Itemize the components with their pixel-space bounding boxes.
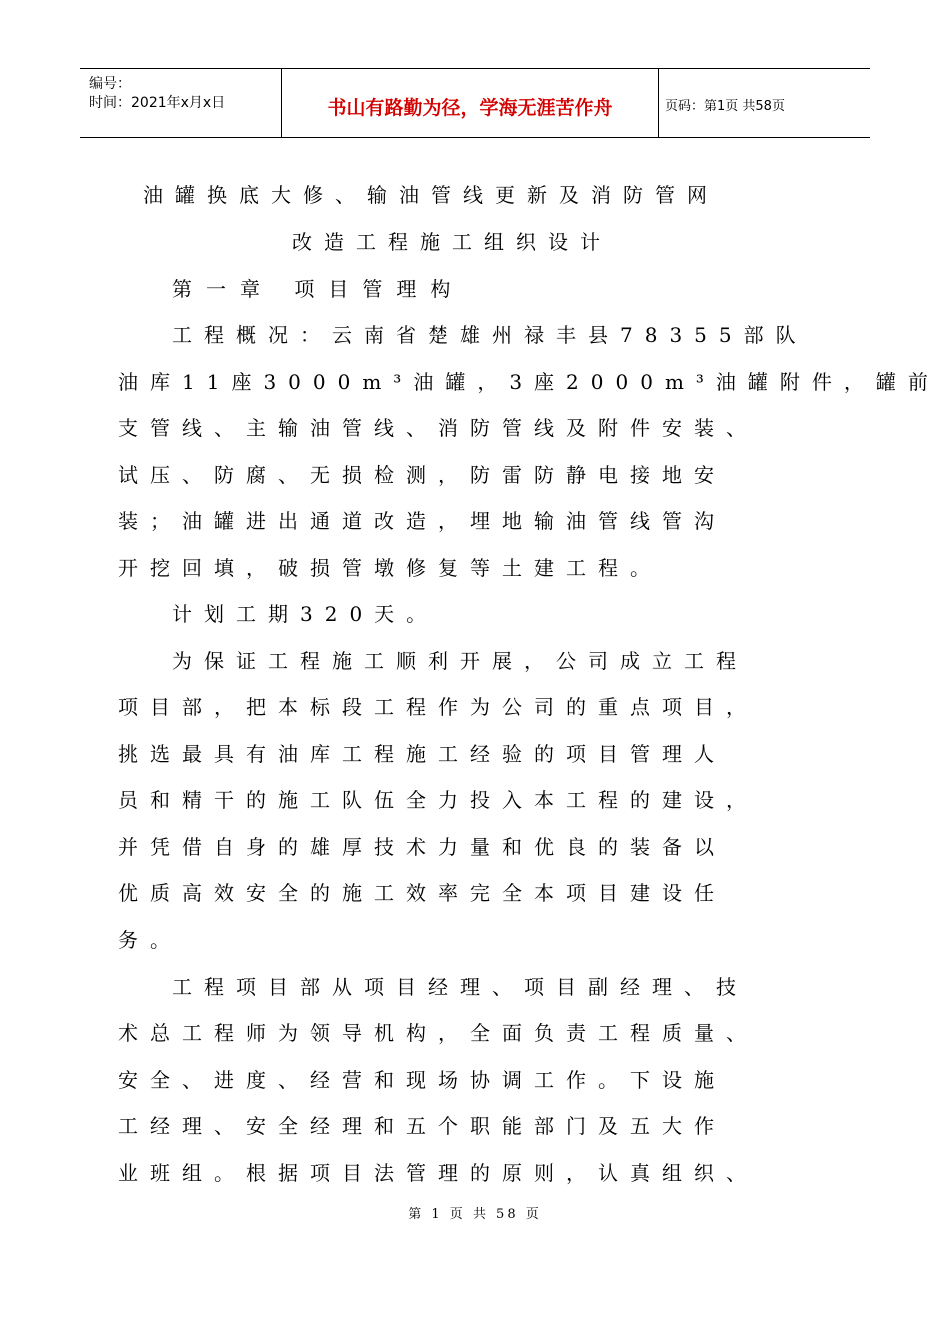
body-line: 员和精干的施工队伍全力投入本工程的建设，: [118, 788, 758, 812]
body-line: 装；油罐进出通道改造，埋地输油管线管沟: [118, 509, 726, 533]
document-header: [80, 68, 870, 138]
body-line: 业班组。根据项目法管理的原则，认真组织、: [118, 1161, 758, 1185]
body-line: 工程概况：云南省楚雄州禄丰县78355部队: [172, 323, 808, 347]
date-label: 时间：2021年x月x日: [89, 95, 226, 111]
body-line: 务。: [118, 928, 182, 952]
page-footer: 第 1 页 共 58 页: [408, 1207, 542, 1222]
body-line: 挑选最具有油库工程施工经验的项目管理人: [118, 742, 726, 766]
motto-text: 书山有路勤为径，学海无涯苦作舟: [327, 97, 613, 119]
header-motto-cell: [282, 69, 659, 137]
body-line: 优质高效安全的施工效率完全本项目建设任: [118, 881, 726, 905]
body-line: 为保证工程施工顺利开展，公司成立工程: [172, 649, 748, 673]
body-line: 开挖回填，破损管墩修复等土建工程。: [118, 556, 662, 580]
header-page-cell: [659, 69, 870, 137]
document-title-line-2: 改造工程施工组织设计: [292, 230, 612, 254]
body-line: 计划工期320天。: [172, 602, 439, 626]
body-line: 油库11座3000m³油罐，3座2000m³油罐附件，罐前: [118, 370, 940, 394]
body-line: 支管线、主输油管线、消防管线及附件安装、: [118, 416, 758, 440]
body-line: 试压、防腐、无损检测，防雷防静电接地安: [118, 463, 726, 487]
body-line: 项目部，把本标段工程作为公司的重点项目，: [118, 695, 758, 719]
chapter-heading: 第一章 项目管理构: [172, 277, 465, 301]
body-line: 安全、进度、经营和现场协调工作。下设施: [118, 1068, 726, 1092]
number-label: 编号：: [89, 76, 131, 92]
body-line: 并凭借自身的雄厚技术力量和优良的装备以: [118, 835, 726, 859]
body-line: 工程项目部从项目经理、项目副经理、技: [172, 975, 748, 999]
header-meta-cell: [80, 69, 282, 137]
page-info: 页码：第1页 共58页: [665, 99, 785, 114]
body-line: 术总工程师为领导机构，全面负责工程质量、: [118, 1021, 758, 1045]
body-line: 工经理、安全经理和五个职能部门及五大作: [118, 1114, 726, 1138]
document-title-line-1: 油罐换底大修、输油管线更新及消防管网: [143, 183, 719, 207]
